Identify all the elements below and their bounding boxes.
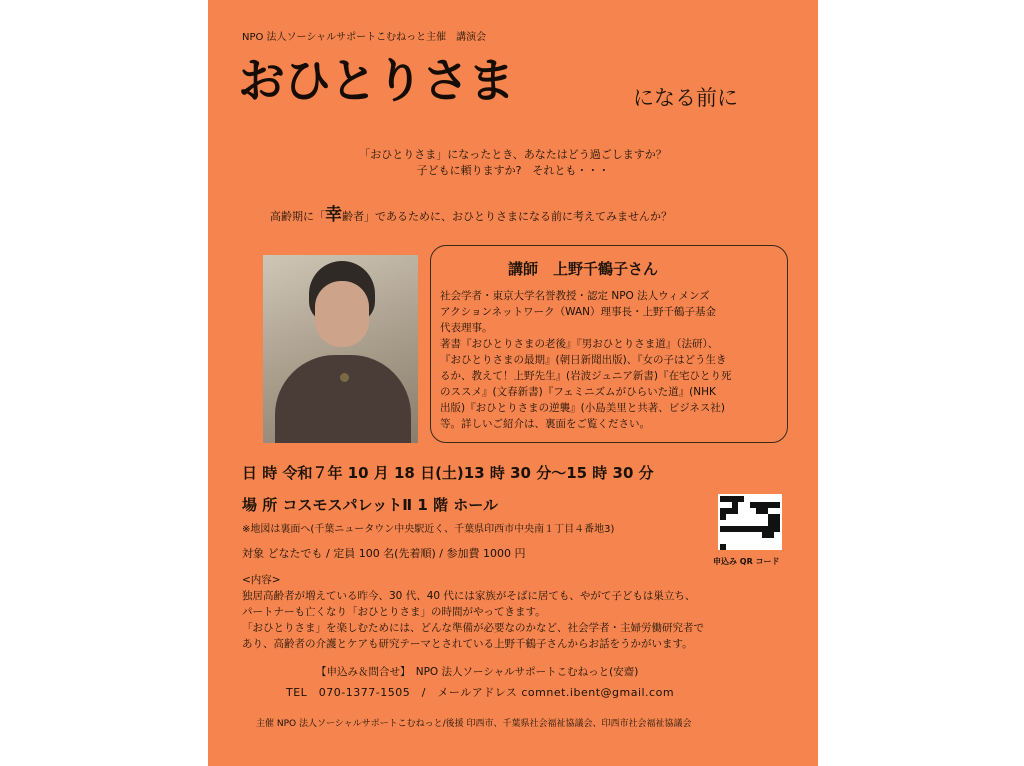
content-line: 独居高齢者が増えている昨今、30 代、40 代には家族がそばに居ても、やがて子どもは巣立ち、	[242, 590, 696, 602]
contact-line: TEL 070-1377-1505 / メールアドレス comnet.ibent@gmail.com	[286, 686, 675, 699]
content-heading: <内容>	[242, 574, 281, 586]
speaker-bio-line: 著書『おひとりさまの老後』『男おひとりさま道』（法研）、	[440, 338, 719, 350]
qr-label: 申込み QR コード	[713, 557, 780, 566]
intro-line-1: 「おひとりさま」になったとき、あなたはどう過ごしますか？	[359, 148, 667, 161]
speaker-bio-line: のススメ』(文春新書)『フェミニズムがひらいた道』(NHK	[440, 386, 716, 398]
event-target: 対象 どなたでも / 定員 100 名(先着順) / 参加費 1000 円	[242, 547, 526, 560]
content-line: パートナーも亡くなり「おひとりさま」の時間がやってきます。	[242, 606, 546, 618]
intro-line-3-after: 」であるために、おひとりさまになる前に考えてみませんか？	[364, 210, 672, 223]
intro-line-3	[270, 200, 672, 225]
footer-sponsors: 主催 NPO 法人ソーシャルサポートこむねっと/後援 印西市、千葉県社会福祉協議会、印西市社会福祉協議会	[256, 719, 692, 729]
contact-heading: 【申込み＆問合せ】 NPO 法人ソーシャルサポートこむねっと(安齋)	[316, 666, 639, 678]
title-sub: になる前に	[633, 86, 738, 110]
speaker-bio-line: るか、教えて！上野先生』(岩波ジュニア新書)『在宅ひとり死	[440, 370, 732, 382]
intro-line-3-before: 高齢期に「	[270, 210, 325, 223]
flyer	[208, 0, 818, 766]
intro-line-3-mid: 齢者	[342, 210, 364, 223]
intro-line-3-highlight: 幸	[325, 205, 342, 225]
map-note: ※地図は裏面へ(千葉ニュータウン中央駅近く、千葉県印西市中央南１丁目４番地3)	[242, 524, 615, 535]
content-line: 「おひとりさま」を楽しむためには、どんな準備が必要なのかなど、社会学者・主婦労働研究者で	[242, 622, 704, 634]
intro-line-2: 子どもに頼りますか? それとも・・・	[416, 164, 610, 177]
speaker-photo	[263, 255, 418, 443]
title-main: おひとりさま	[238, 54, 514, 109]
qr-code-icon[interactable]	[718, 494, 782, 550]
content-line: あり、高齢者の介護とケアも研究テーマとされている上野千鶴子さんからお話をうかがいます。	[242, 638, 693, 650]
speaker-bio-line: 代表理事。	[440, 322, 493, 334]
event-header: NPO 法人ソーシャルサポートこむねっと主催 講演会	[242, 32, 487, 43]
event-schedule: 日 時 令和７年 10 月 18 日(土)13 時 30 分〜15 時 30 分	[242, 464, 654, 482]
speaker-bio-line: 社会学者・東京大学名誉教授・認定 NPO 法人ウィメンズ	[440, 290, 710, 302]
speaker-bio-line: 等。詳しいご紹介は、裏面をご覧ください。	[440, 418, 650, 430]
speaker-bio-line: 『おひとりさまの最期』(朝日新聞出版)、『女の子はどう生き	[440, 354, 727, 366]
speaker-bio-line: アクションネットワーク（WAN）理事長・上野千鶴子基金	[440, 306, 717, 318]
speaker-title: 講師 上野千鶴子さん	[508, 260, 659, 278]
event-place: 場 所 コスモスパレットⅡ 1 階 ホール	[242, 496, 498, 514]
speaker-bio-line: 出版)『おひとりさまの逆襲』(小島美里と共著、ビジネス社)	[440, 402, 725, 414]
